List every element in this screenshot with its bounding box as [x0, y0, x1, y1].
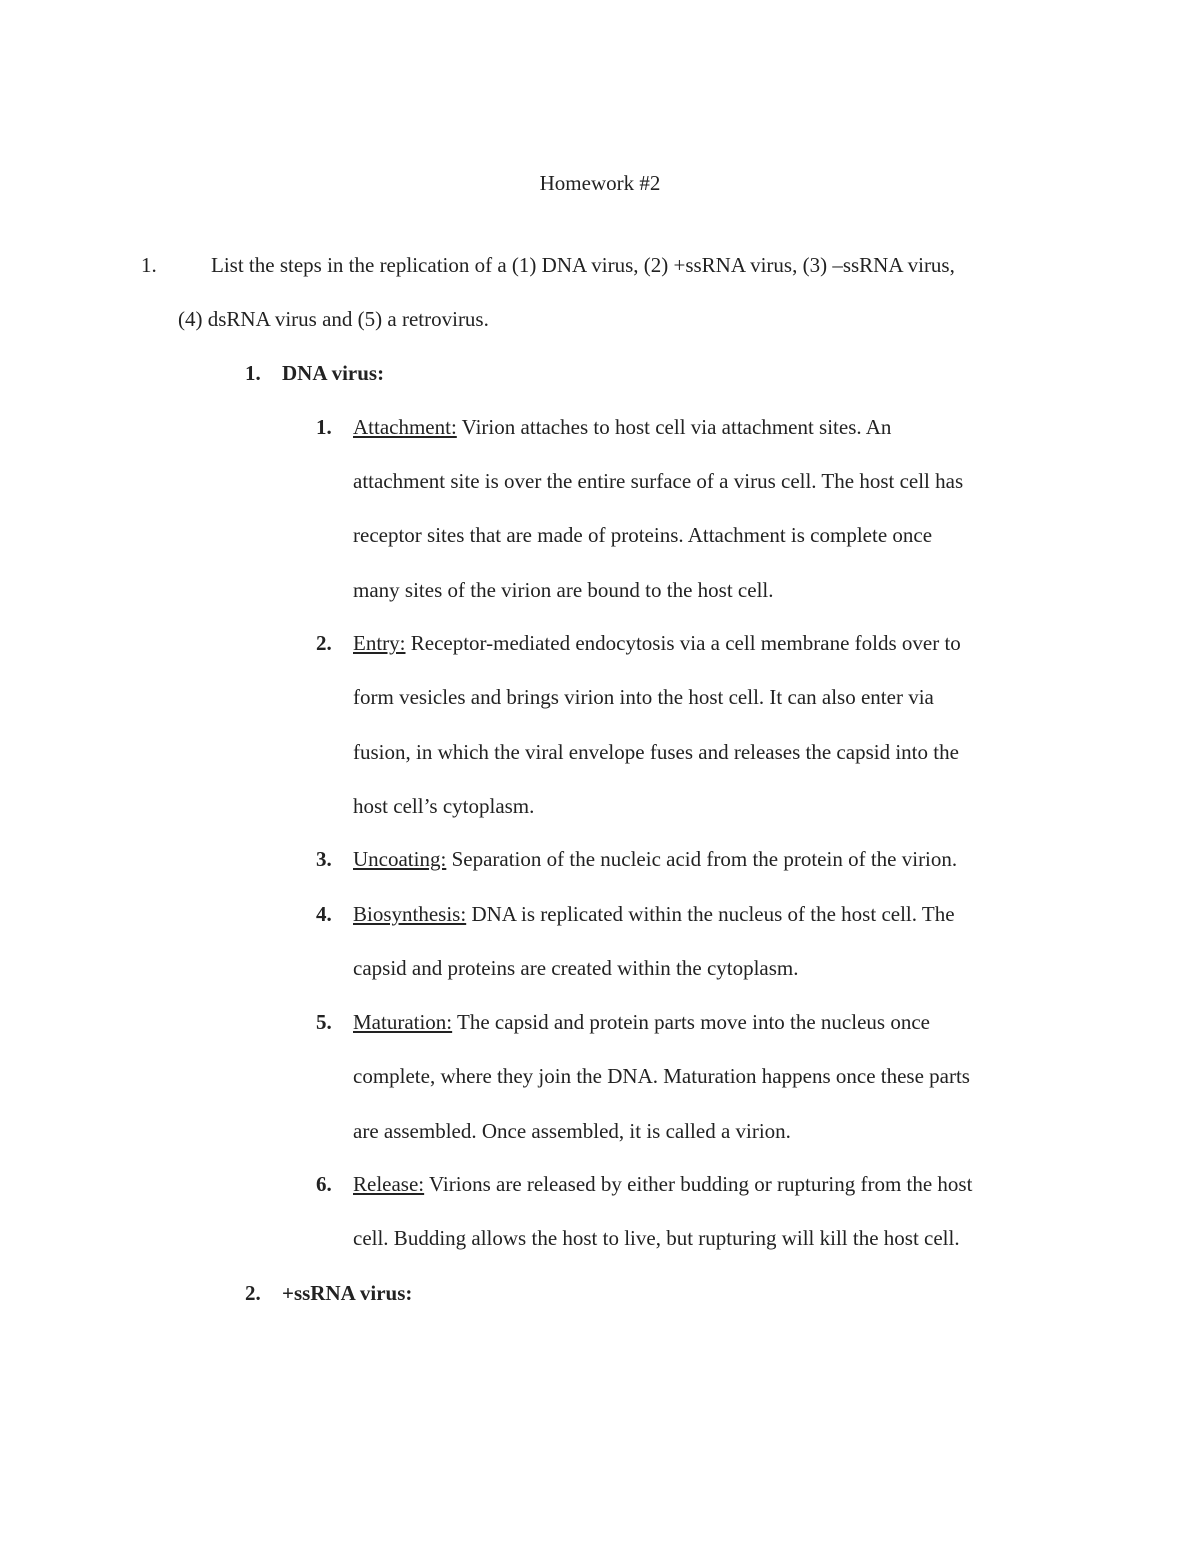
step-label-biosynthesis: Biosynthesis: [353, 902, 467, 926]
step-maturation-line-3: are assembled. Once assembled, it is called a virion. [353, 1119, 791, 1143]
question-text-line-1: List the steps in the replication of a (1) DNA virus, (2) +ssRNA virus, (3) –ssRNA virus, [211, 253, 955, 277]
step-label-uncoating: Uncoating: [353, 847, 447, 871]
step-number: 4. [316, 902, 332, 926]
step-maturation-line-2: complete, where they join the DNA. Maturation happens once these parts [353, 1064, 970, 1088]
step-number: 6. [316, 1172, 332, 1196]
step-entry-line-1: Entry: Receptor-mediated endocytosis via a cell membrane folds over to [353, 631, 961, 655]
step-maturation-line-1: Maturation: The capsid and protein parts move into the nucleus once [353, 1010, 930, 1034]
question-number: 1. [141, 253, 157, 277]
step-biosynthesis-line-1: Biosynthesis: DNA is replicated within the nucleus of the host cell. The [353, 902, 955, 926]
step-biosynthesis-line-2: capsid and proteins are created within the cytoplasm. [353, 956, 799, 980]
step-release-line-1: Release: Virions are released by either budding or rupturing from the host [353, 1172, 973, 1196]
step-uncoating-line-1: Uncoating: Separation of the nucleic acid from the protein of the virion. [353, 847, 958, 871]
step-number: 3. [316, 847, 332, 871]
section-heading-ssrna-virus: +ssRNA virus: [282, 1281, 413, 1305]
step-entry-line-4: host cell’s cytoplasm. [353, 794, 535, 818]
step-attachment-line-4: many sites of the virion are bound to the host cell. [353, 578, 774, 602]
step-label-maturation: Maturation: [353, 1010, 453, 1034]
step-attachment-line-3: receptor sites that are made of proteins. Attachment is complete once [353, 523, 933, 547]
step-label-release: Release: [353, 1172, 425, 1196]
section-number: 1. [245, 361, 261, 385]
question-text-line-2: (4) dsRNA virus and (5) a retrovirus. [178, 307, 489, 331]
page-title: Homework #2 [539, 171, 661, 195]
step-entry-line-2: form vesicles and brings virion into the host cell. It can also enter via [353, 685, 934, 709]
step-attachment-line-1: Attachment: Virion attaches to host cell via attachment sites. An [353, 415, 892, 439]
step-label-attachment: Attachment: [353, 415, 457, 439]
step-release-line-2: cell. Budding allows the host to live, but rupturing will kill the host cell. [353, 1226, 960, 1250]
step-number: 2. [316, 631, 332, 655]
step-number: 1. [316, 415, 332, 439]
step-entry-line-3: fusion, in which the viral envelope fuses and releases the capsid into the [353, 740, 959, 764]
section-number: 2. [245, 1281, 261, 1305]
step-label-entry: Entry: [353, 631, 406, 655]
step-number: 5. [316, 1010, 332, 1034]
step-attachment-line-2: attachment site is over the entire surface of a virus cell. The host cell has [353, 469, 964, 493]
section-heading-dna-virus: DNA virus: [282, 361, 385, 385]
